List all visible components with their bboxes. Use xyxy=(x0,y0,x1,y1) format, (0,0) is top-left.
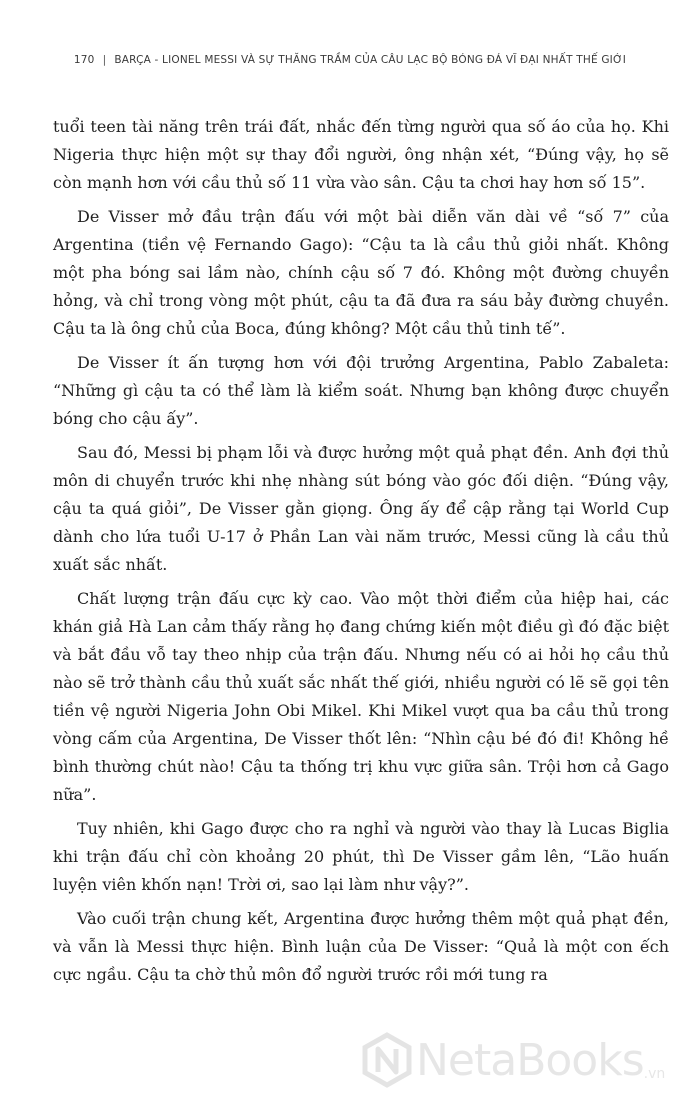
watermark-brand: NetaBooks xyxy=(416,1034,644,1086)
running-header xyxy=(0,54,700,66)
running-title: BARÇA - LIONEL MESSI VÀ SỰ THĂNG TRẦM CỦA CÂU LẠC BỘ BÓNG ĐÁ VĨ ĐẠI NHẤT THẾ GIỚI xyxy=(114,54,627,66)
watermark-suffix: .vn xyxy=(643,1066,666,1082)
body-text xyxy=(53,113,669,995)
paragraph: Chất lượng trận đấu cực kỳ cao. Vào một thời điểm của hiệp hai, các khán giả Hà Lan cảm thấy rằng họ đang chứng kiến một điều gì đó đặc biệt và bắt đầu vỗ tay theo nhịp của trận đấu. Nhưng nếu có ai hỏi họ cầu thủ nào sẽ trở thành cầu thủ xuất sắc nhất thế giới, nhiều người có lẽ sẽ gọi tên tiền vệ người Nigeria John Obi Mikel. Khi Mikel vượt qua ba cầu thủ trong vòng cấm của Argentina, De Visser thốt lên: “Nhìn cậu bé đó đi! Không hề bình thường chút nào! Cậu ta thống trị khu vực giữa sân. Trội hơn cả Gago nữa”. xyxy=(53,589,669,804)
paragraph: De Visser ít ấn tượng hơn với đội trưởng Argentina, Pablo Zabaleta: “Những gì cậu ta có thể làm là kiểm soát. Nhưng bạn không được chuyển bóng cho cậu ấy”. xyxy=(53,353,669,428)
watermark xyxy=(362,1020,665,1100)
paragraph: Tuy nhiên, khi Gago được cho ra nghỉ và người vào thay là Lucas Biglia khi trận đấu chỉ còn khoảng 20 phút, thì De Visser gầm lên, “Lão huấn luyện viên khốn nạn! Trời ơi, sao lại làm như vậy?”. xyxy=(53,819,669,894)
paragraph: Vào cuối trận chung kết, Argentina được hưởng thêm một quả phạt đền, và vẫn là Messi thực hiện. Bình luận của De Visser: “Quả là một con ếch cực ngầu. Cậu ta chờ thủ môn đổ người trước rồi mới tung ra xyxy=(53,909,669,984)
page-number: 170 xyxy=(73,54,95,66)
paragraph-continued: tuổi teen tài năng trên trái đất, nhắc đến từng người qua số áo của họ. Khi Nigeria thực hiện một sự thay đổi người, ông nhận xét, “Đúng vậy, họ sẽ còn mạnh hơn với cầu thủ số 11 vừa vào sân. Cậu ta chơi hay hơn số 15”. xyxy=(53,117,669,192)
paragraph: De Visser mở đầu trận đấu với một bài diễn văn dài về “số 7” của Argentina (tiền vệ Fernando Gago): “Cậu ta là cầu thủ giỏi nhất. Không một pha bóng sai lầm nào, chính cậu số 7 đó. Không một đường chuyền hỏng, và chỉ trong vòng một phút, cậu ta đã đưa ra sáu bảy đường chuyền. Cậu ta là ông chủ của Boca, đúng không? Một cầu thủ tinh tế”. xyxy=(53,207,669,338)
netabooks-logo-icon xyxy=(362,1032,412,1088)
header-separator: | xyxy=(102,54,107,66)
paragraph: Sau đó, Messi bị phạm lỗi và được hưởng một quả phạt đền. Anh đợi thủ môn di chuyển trước khi nhẹ nhàng sút bóng vào góc đối diện. “Đúng vậy, cậu ta quá giỏi”, De Visser gằn giọng. Ông ấy để cập rằng tại World Cup dành cho lứa tuổi U-17 ở Phần Lan vài năm trước, Messi cũng là cầu thủ xuất sắc nhất. xyxy=(53,443,669,574)
